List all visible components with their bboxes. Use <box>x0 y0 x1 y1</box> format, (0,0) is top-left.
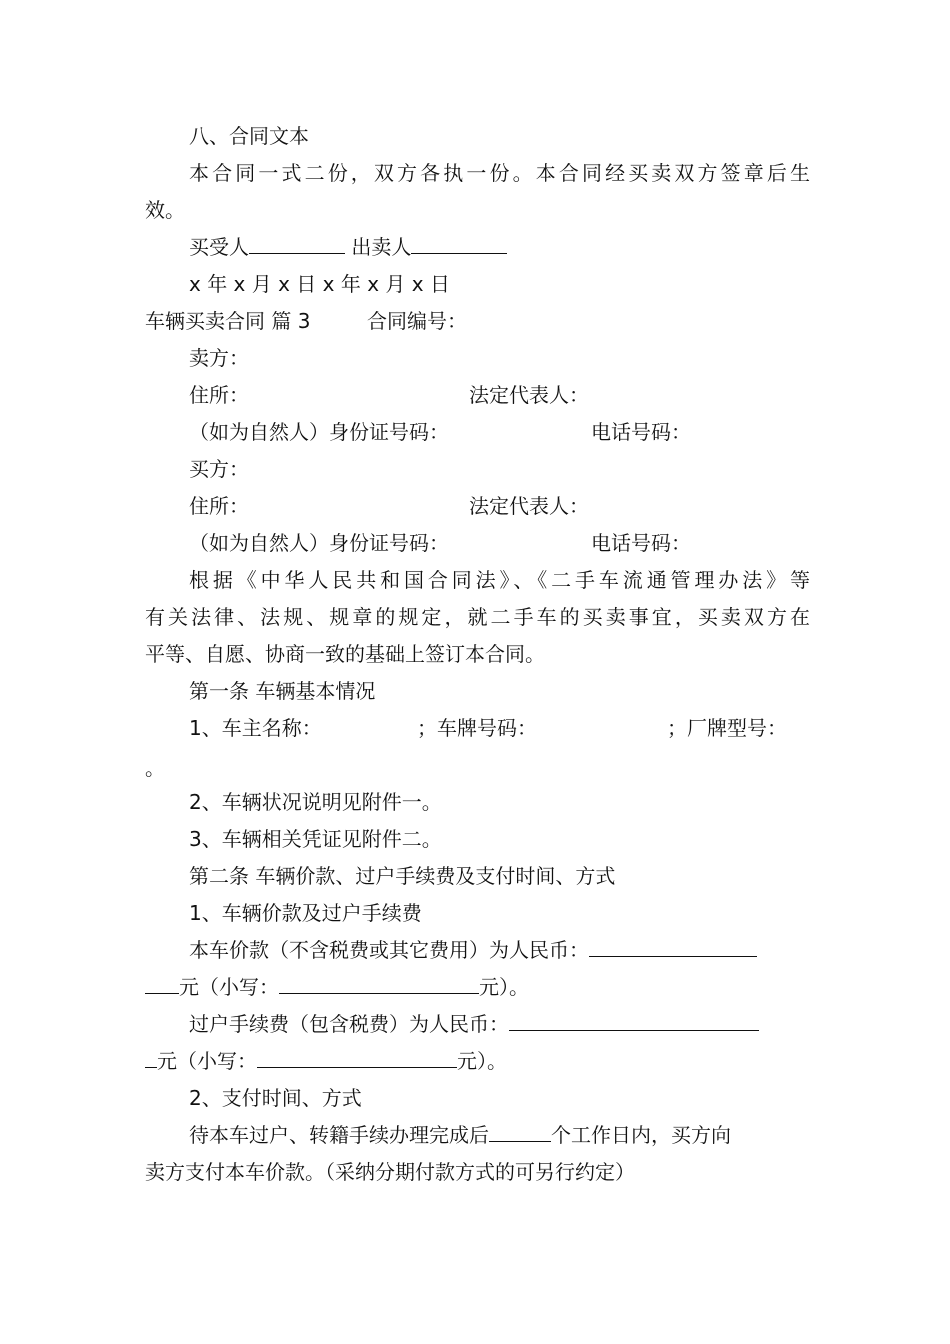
transfer-fee-line-1 <box>145 1006 810 1042</box>
section-8-body-line-2: 效。 <box>145 198 185 222</box>
signature-line <box>145 229 810 265</box>
buyer-legal-rep-label: 法定代表人： <box>469 494 589 518</box>
payment-text-a: 待本车过户、转籍手续办理完成后 <box>189 1123 489 1147</box>
article-2-title: 第二条 车辆价款、过户手续费及支付时间、方式 <box>189 864 616 888</box>
seller-legal-rep-label: 法定代表人： <box>469 383 589 407</box>
vehicle-price-small-label: 元（小写： <box>179 975 279 999</box>
payment-days-blank <box>489 1117 551 1142</box>
seller-id-line <box>145 414 810 450</box>
buyer-id-label: （如为自然人）身份证号码： <box>189 531 449 555</box>
payment-line-2: 卖方支付本车价款。（采纳分期付款方式的可另行约定） <box>145 1160 635 1184</box>
transfer-fee-small-label: 元（小写： <box>157 1049 257 1073</box>
basis-paragraph-line-1: 根据《中华人民共和国合同法》、《二手车流通管理办法》等 <box>189 568 810 592</box>
basis-paragraph-line-3: 平等、自愿、协商一致的基础上签订本合同。 <box>145 642 545 666</box>
buyer-address-line <box>145 488 810 524</box>
seller-address-line <box>145 377 810 413</box>
signature-dates: x 年 x 月 x 日 x 年 x 月 x 日 <box>189 272 450 296</box>
seller-signature-blank <box>411 229 507 254</box>
vehicle-price-small-blank <box>279 969 479 994</box>
transfer-fee-small-blank <box>257 1043 457 1068</box>
buyer-label: 买方： <box>189 457 249 481</box>
plate-number-label: ；车牌号码： <box>417 716 537 740</box>
transfer-fee-line-2 <box>145 1043 810 1079</box>
transfer-fee-label: 过户手续费（包含税费）为人民币： <box>189 1012 509 1036</box>
article-1-item-2: 2、车辆状况说明见附件一。 <box>189 790 442 814</box>
basis-paragraph-line-2: 有关法律、法规、规章的规定，就二手车的买卖事宜，买卖双方在 <box>145 605 810 629</box>
vehicle-price-line-2 <box>145 969 810 1005</box>
transfer-fee-small-end: 元）。 <box>457 1049 507 1073</box>
vehicle-price-label: 本车价款（不含税费或其它费用）为人民币： <box>189 938 589 962</box>
article-1-item-1 <box>145 710 810 746</box>
vehicle-price-small-end: 元）。 <box>479 975 529 999</box>
section-8-title: 八、合同文本 <box>189 124 309 148</box>
buyer-signature-label: 买受人 <box>189 235 249 259</box>
buyer-phone-label: 电话号码： <box>591 531 691 555</box>
seller-signature-label: 出卖人 <box>351 235 412 259</box>
vehicle-price-line-1 <box>145 932 810 968</box>
vehicle-price-blank <box>589 932 757 957</box>
seller-label: 卖方： <box>189 346 249 370</box>
article-1-item-1-end: 。 <box>145 756 165 780</box>
section-8-body-line-1: 本合同一式二份，双方各执一份。本合同经买卖双方签章后生 <box>189 161 810 185</box>
seller-address-label: 住所： <box>189 383 249 407</box>
owner-name-label: 1、车主名称： <box>189 716 322 740</box>
buyer-signature-blank <box>249 229 345 254</box>
brand-model-label: ；厂牌型号： <box>667 716 787 740</box>
transfer-fee-blank-cont <box>145 1043 157 1068</box>
vehicle-price-blank-cont <box>145 969 179 994</box>
contract-number-label: 合同编号： <box>367 309 467 333</box>
seller-id-label: （如为自然人）身份证号码： <box>189 420 449 444</box>
article-1-title: 第一条 车辆基本情况 <box>189 679 376 703</box>
transfer-fee-blank <box>509 1006 759 1031</box>
article-2-item-2: 2、支付时间、方式 <box>189 1086 362 1110</box>
seller-phone-label: 电话号码： <box>591 420 691 444</box>
buyer-id-line <box>145 525 810 561</box>
buyer-address-label: 住所： <box>189 494 249 518</box>
contract-heading-line <box>145 303 810 339</box>
article-2-item-1: 1、车辆价款及过户手续费 <box>189 901 422 925</box>
payment-line-1 <box>145 1117 810 1153</box>
contract-heading: 车辆买卖合同 篇 3 <box>145 309 311 333</box>
payment-text-b: 个工作日内，买方向 <box>551 1123 731 1147</box>
article-1-item-3: 3、车辆相关凭证见附件二。 <box>189 827 442 851</box>
